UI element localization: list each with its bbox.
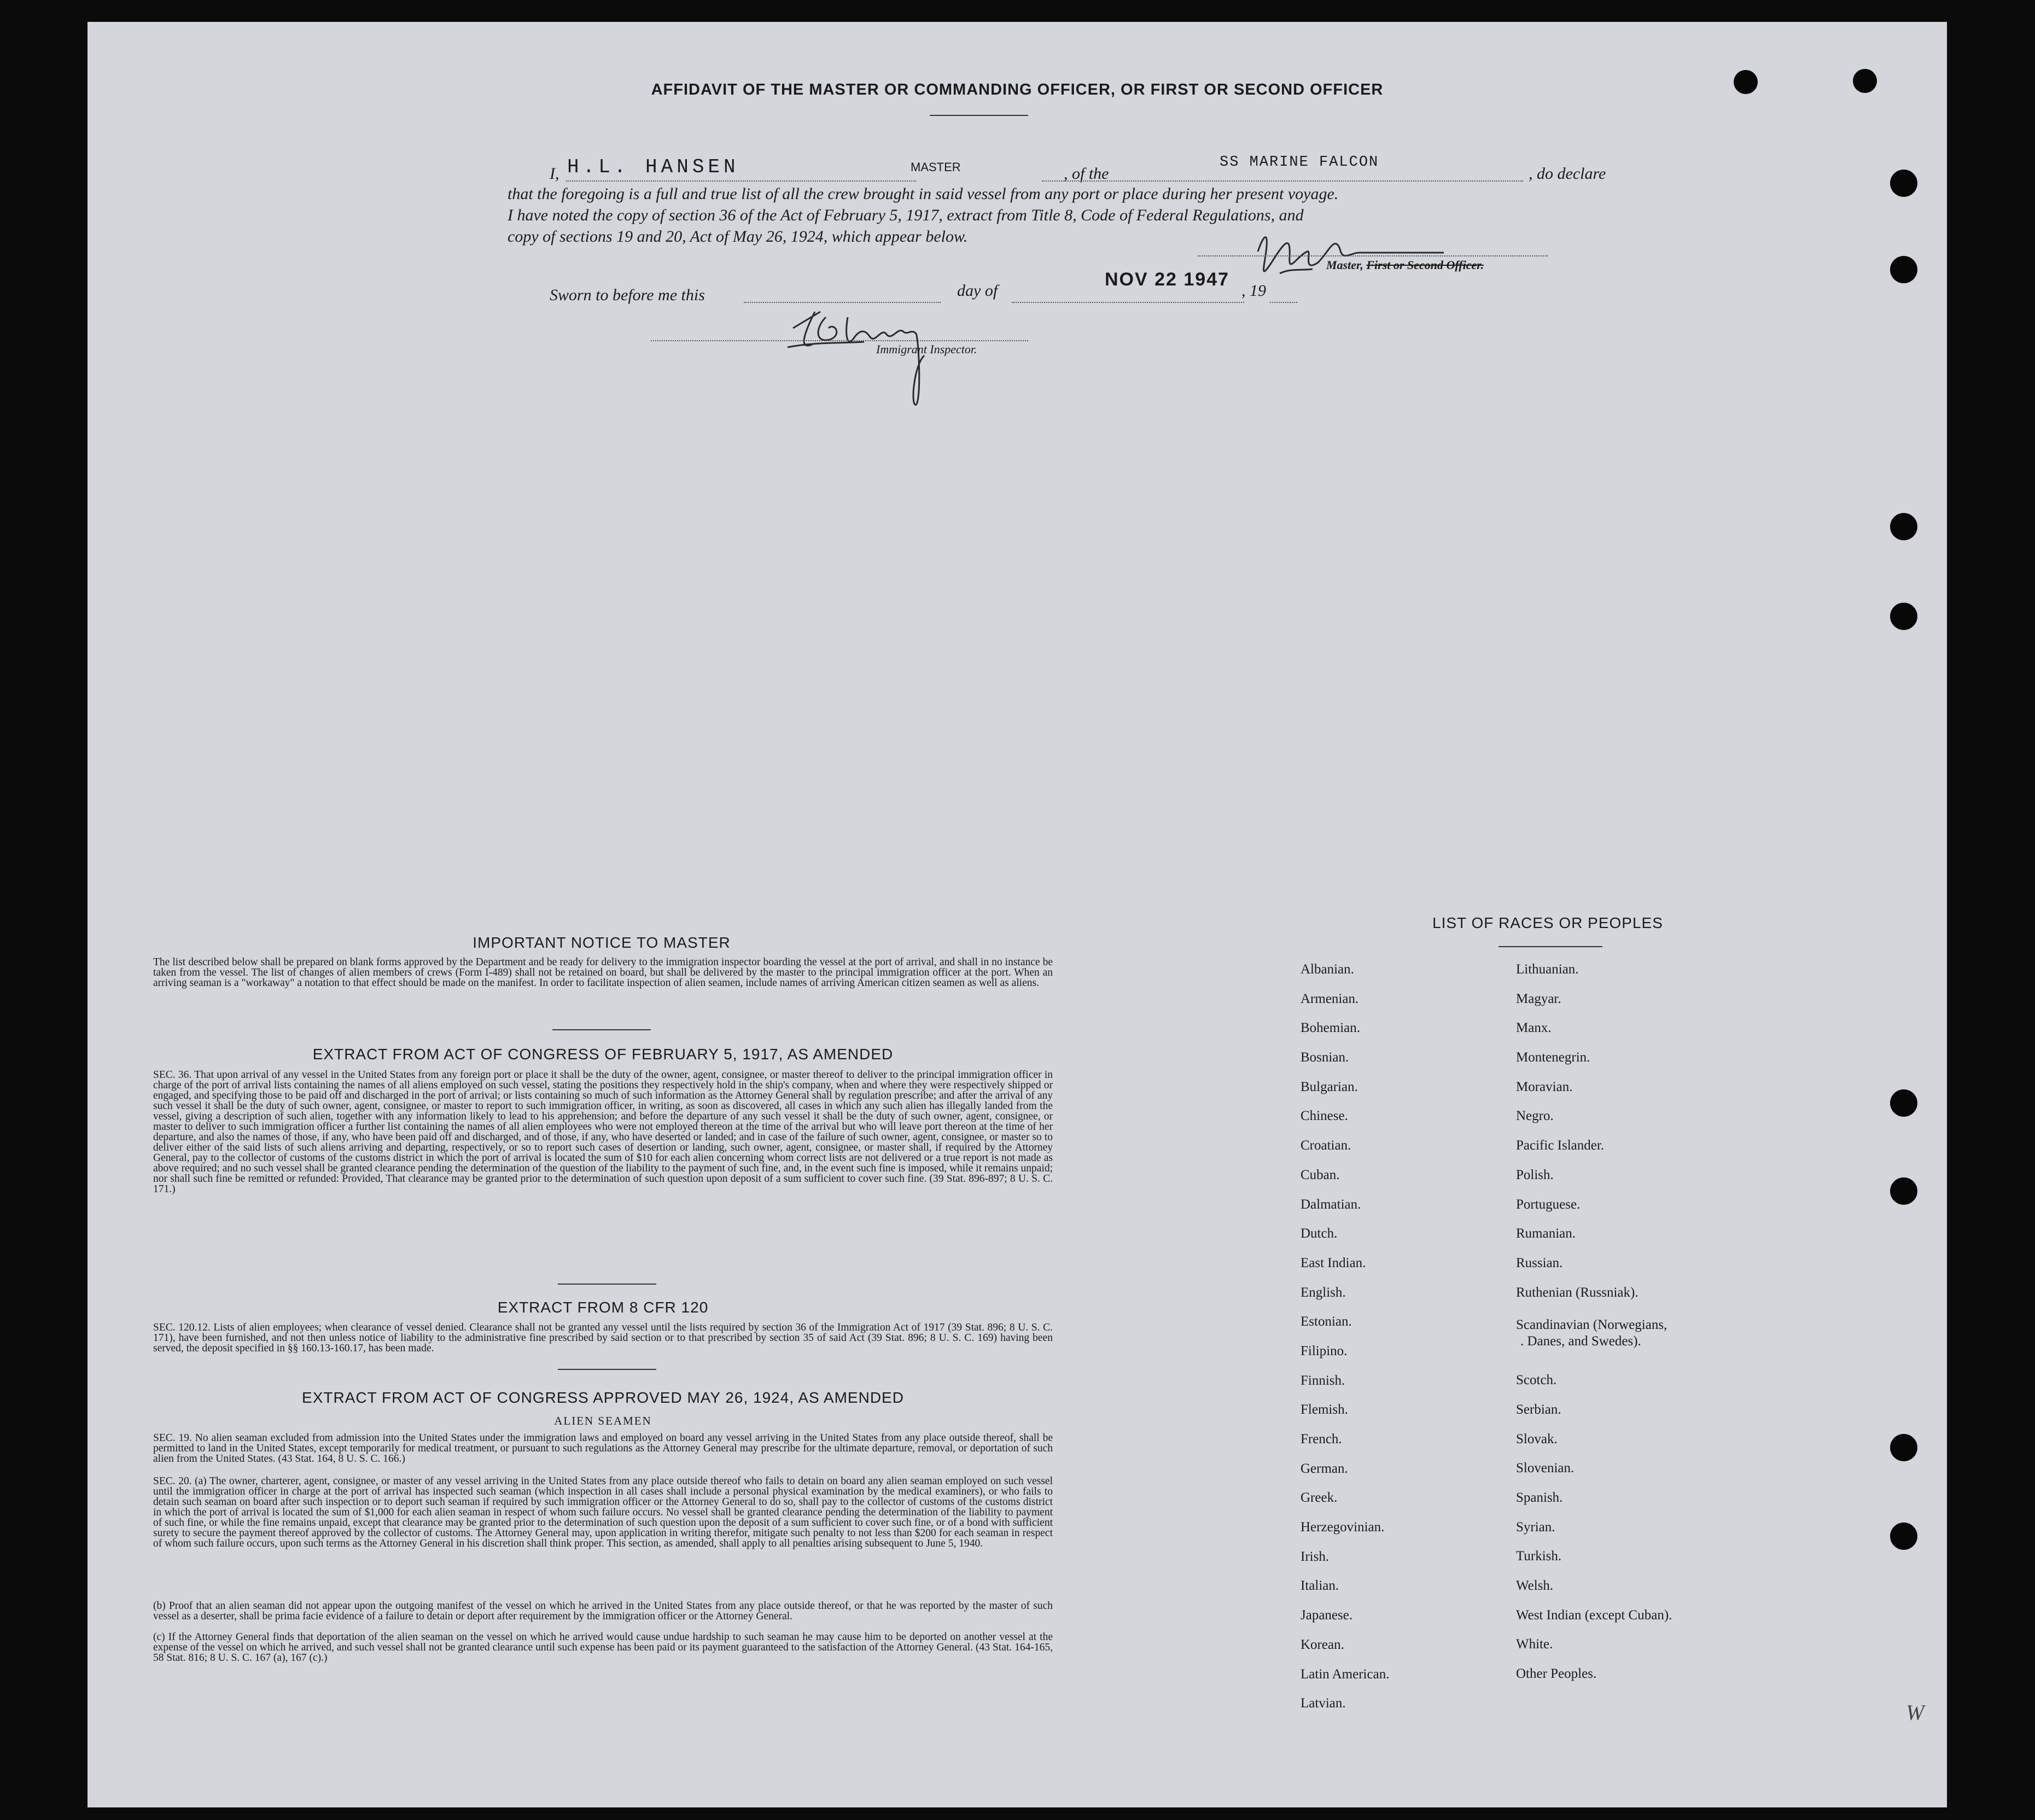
affidavit-title: AFFIDAVIT OF THE MASTER OR COMMANDING OFFICER, OR FIRST OR SECOND OFFICER [651,81,1384,98]
race-item: Korean. [1301,1637,1344,1652]
binder-hole [1890,603,1917,630]
race-item: Pacific Islander. [1516,1138,1605,1153]
race-item: Dutch. [1301,1226,1338,1241]
race-item: Dalmatian. [1301,1197,1361,1212]
race-item: Flemish. [1301,1402,1348,1418]
race-item: Polish. [1516,1167,1554,1182]
race-item: Manx. [1516,1020,1552,1036]
signature-caption: Master, First or Second Officer. [1326,258,1484,272]
extract-1924-subtitle: ALIEN SEAMEN [554,1414,652,1427]
races-title: LIST OF RACES OR PEOPLES [1432,914,1663,931]
race-item: Montenegrin. [1516,1050,1590,1065]
race-item: Negro. [1516,1109,1554,1124]
race-item: Filipino. [1301,1343,1348,1358]
master-signature [1247,219,1466,290]
races-left-column [1301,962,1389,1725]
race-item: Magyar. [1516,991,1561,1006]
margin-mark: W [1906,1700,1925,1725]
extract-cfr-title: EXTRACT FROM 8 CFR 120 [497,1299,709,1316]
extract-1924-sec20b: (b) Proof that an alien seaman did not appear upon the outgoing manifest of the vessel on which he arrived in the United States from any place outside thereof, or that he was reported by the master of such vessel as a deserter, shall be prima facie evidence of a failure to detain or deport after requirement by the immigration officer or the Attorney General. [153,1600,1053,1622]
extract-1924-sec20c: (c) If the Attorney General finds that deportation of the alien seaman on the vessel on which he arrived would cause undue hardship to such seaman he may cause him to be deported on another vessel at the expense of the vessel on which he arrived, and such vessel shall not be granted clearance until such expense has been paid or its payment guaranteed to the satisfaction of the Attorney General. (43 Stat. 164-165, 58 Stat. 816; 8 U. S. C. 167 (a), 167 (c).) [153,1631,1053,1664]
document-page [88,22,1947,1807]
name-line [566,180,916,182]
extract-1917-title: EXTRACT FROM ACT OF CONGRESS OF FEBRUARY 5, 1917, AS AMENDED [312,1046,894,1063]
sworn-label: Sworn to before me this [550,286,705,304]
race-item: Russian. [1516,1255,1563,1270]
race-item: Lithuanian. [1516,962,1579,977]
binder-hole [1890,1522,1917,1550]
race-item: Irish. [1301,1549,1330,1564]
binder-hole [1890,170,1917,197]
year-line [1270,302,1297,303]
binder-hole [1890,1089,1917,1117]
extract-1917-body: SEC. 36. That upon arrival of any vessel in the United States from any foreign port or place it shall be the duty of the owner, agent, consignee, or master thereof to deliver to the principal immigration officer in charge of the port of arrival lists containing the names of all aliens employed on such vessel, stating the positions they respectively hold in the ship's company, when and where they were respectively shipped or engaged, and specifying those to be paid off and discharged in the port of arrival; or lists containing so much of such information as the Attorney General shall by regulation prescribe; and after the arrival of any such vessel it shall be the duty of such owner, agent, consignee, or master to report to such immigration officer, in writing, as soon as discovered, all cases in which any such alien has illegally landed from the vessel, giving a description of such alien, together with any information likely to lead to his apprehension; and before the departure of any such vessel it shall be the duty of such owner, agent, consignee, or master to deliver to such immigration officer a further list containing the names of all alien employees who were not employed thereon at the time of the arrival but who will leave port thereon at the time of her departure, and also the names of those, if any, who have been paid off and discharged, and of those, if any, who have deserted or landed; and in case of the failure of such owner, agent, consignee, or master so to deliver either of the said lists of such aliens arriving and departing, respectively, or so to report such cases of desertion or landing, such owner, agent, consignee, or master shall, if required by the Attorney General, pay to the collector of customs of the customs district in which the port of arrival is located the sum of $10 for each alien concerning whom correct lists are not delivered or a true report is not made as above required; and no such vessel shall be granted clearance pending the determination of the question of the liability to the payment of such fine, and, in the event such fine is imposed, while it remains unpaid; nor shall such fine be remitted or refunded: Provided, That clearance may be granted prior to the determination of such question upon deposit of a sum sufficient to cover such fine. (39 Stat. 896-897; 8 U. S. C. 171.) [153,1069,1053,1195]
extract-1924-sec19: SEC. 19. No alien seaman excluded from admission into the United States under the immigration laws and employed on board any vessel arriving in the United States from any place outside thereof, shall be permitted to land in the United States, except temporarily for medical treatment, or pursuant to such regulations as the Attorney General may prescribe for the ultimate departure, removal, or deportation of such alien from the United States. (43 Stat. 164, 8 U. S. C. 166.) [153,1432,1053,1465]
extract-1917-divider [558,1284,656,1285]
race-item: Bulgarian. [1301,1079,1358,1094]
year-prefix: , 19 [1241,282,1266,300]
extract-1924-title: EXTRACT FROM ACT OF CONGRESS APPROVED MAY 26, 1924, AS AMENDED [302,1389,904,1406]
pronoun: I, [550,165,559,183]
race-item: Scandinavian (Norwegians, [1516,1317,1667,1333]
race-item: White. [1516,1637,1553,1652]
inspector-caption: Immigrant Inspector. [876,342,977,356]
race-item: Estonian. [1301,1314,1352,1329]
binder-hole [1890,1177,1917,1205]
vessel-line [1042,180,1523,182]
extract-cfr-divider [558,1369,656,1370]
race-item: Other Peoples. [1516,1666,1597,1682]
declaration-line-1 [550,154,1643,183]
race-item: Chinese. [1301,1109,1348,1124]
race-item: Bohemian. [1301,1020,1361,1036]
race-item: West Indian (except Cuban). [1516,1607,1672,1623]
race-item: Herzegovinian. [1301,1520,1385,1535]
races-right-column [1516,962,1672,1696]
vessel-name: SS MARINE FALCON [1220,154,1379,171]
master-signature-line [1198,255,1548,256]
race-item: Latin American. [1301,1666,1390,1682]
race-item: English. [1301,1285,1346,1300]
title-divider [930,115,1028,116]
races-divider [1498,946,1602,947]
notice-divider [552,1029,651,1030]
race-item: Slovenian. [1516,1461,1575,1476]
declaration-line-4: copy of sections 19 and 20, Act of May 26, 1924, which appear below. [508,228,968,246]
race-item: Albanian. [1301,962,1354,977]
race-item: Japanese. [1301,1608,1353,1623]
declarant-name: H.L. HANSEN [567,156,739,178]
month-line [1012,302,1244,303]
race-item: Portuguese. [1516,1197,1581,1212]
race-item: Ruthenian (Russniak). [1516,1285,1639,1300]
race-item: Scotch. [1516,1373,1557,1388]
do-declare-label: , do declare [1529,165,1606,183]
binder-hole [1890,256,1917,283]
race-item: East Indian. [1301,1255,1366,1270]
race-item: Greek. [1301,1490,1338,1506]
date-stamp: NOV 22 1947 [1105,269,1230,290]
race-item: Slovak. [1516,1431,1558,1446]
race-item: Serbian. [1516,1402,1561,1417]
race-item: German. [1301,1461,1348,1476]
race-item: Latvian. [1301,1696,1346,1711]
race-item: Croatian. [1301,1138,1351,1153]
race-item: Cuban. [1301,1167,1340,1182]
race-item: Rumanian. [1516,1226,1576,1241]
race-item: Moravian. [1516,1079,1573,1094]
race-item: Welsh. [1516,1578,1554,1594]
declaration-line-2: that the foregoing is a full and true list of all the crew brought in said vessel from any port or place during her present voyage. [508,185,1339,203]
notice-body: The list described below shall be prepared on blank forms approved by the Department and be ready for delivery to the immigration inspector boarding the vessel at the port of arrival, and shall in no instance be taken from the vessel. The list of changes of alien members of crews (Form I-489) shall not be retained on board, but shall be delivered by the master to the principal immigration officer at the port. When an arriving seaman is a "workaway" a notation to that effect should be made on the manifest. In order to facilitate inspection of alien seamen, include names of arriving American citizen seamen as well as aliens. [153,956,1053,989]
race-item: Spanish. [1516,1490,1563,1505]
race-item: Armenian. [1301,991,1359,1006]
race-item: French. [1301,1432,1342,1446]
binder-hole [1890,513,1917,540]
notice-title: IMPORTANT NOTICE TO MASTER [473,934,731,951]
inspector-signature-line [651,340,1028,341]
race-item: Italian. [1301,1578,1339,1594]
race-item: Finnish. [1301,1373,1345,1388]
declarant-title: MASTER [911,160,961,174]
of-the-label: , of the [1064,165,1109,183]
race-item: Bosnian. [1301,1050,1349,1065]
race-item: Syrian. [1516,1519,1555,1535]
extract-1924-sec20a: SEC. 20. (a) The owner, charterer, agent, consignee, or master of any vessel arriving in the United States from any place outside thereof who fails to detain on board any alien seaman employed on such vessel until the immigration officer in charge at the port of arrival has inspected such seaman (which inspection in all cases shall include a personal physical examination by the medical examiners), or who fails to detain such seaman on board after such inspection or to deport such seaman if required by such immigration officer or the Attorney General to do so, shall pay to the collector of customs of the customs district in which the port of arrival is located the sum of $1,000 for each alien seaman in respect of whom such failure occurs. No vessel shall be granted clearance pending the determination of the liability to payment of such fine, or while the fine remains unpaid, except that clearance may be granted prior to the determination of such question upon the deposit of a sum sufficient to cover such fine, or of a bond with sufficient surety to secure the payment thereof approved by the collector of customs. The Attorney General may, upon application in writing therefor, mitigate such penalty to not less than $200 for each seaman in respect of whom such failure occurs, upon such terms as the Attorney General in his discretion shall think proper. This section, as amended, shall apply to all penalties arising subsequent to June 5, 1940. [153,1475,1053,1549]
binder-hole [1890,1434,1917,1461]
race-item: Turkish. [1516,1549,1562,1564]
struck-officer-caption: First or Second Officer. [1366,258,1484,272]
declaration-line-3: I have noted the copy of section 36 of the Act of February 5, 1917, extract from Title 8, Code of Federal Regulations, and [508,206,1304,224]
day-of-label: day of [957,282,998,300]
race-item: . Danes, and Swedes). [1520,1334,1641,1349]
extract-cfr-body: SEC. 120.12. Lists of alien employees; when clearance of vessel denied. Clearance shall not be granted any vessel until the lists required by section 36 of the Immigration Act of 1917 (39 Stat. 896; 8 U. S. C. 171), have been furnished, and not then unless notice of liability to the administrative fine prescribed by said section or to that prescribed by section 35 of said Act (39 Stat. 896; 8 U. S. C. 169) having been served, the deposit specified in §§ 160.13-160.17, has been made. [153,1322,1053,1354]
